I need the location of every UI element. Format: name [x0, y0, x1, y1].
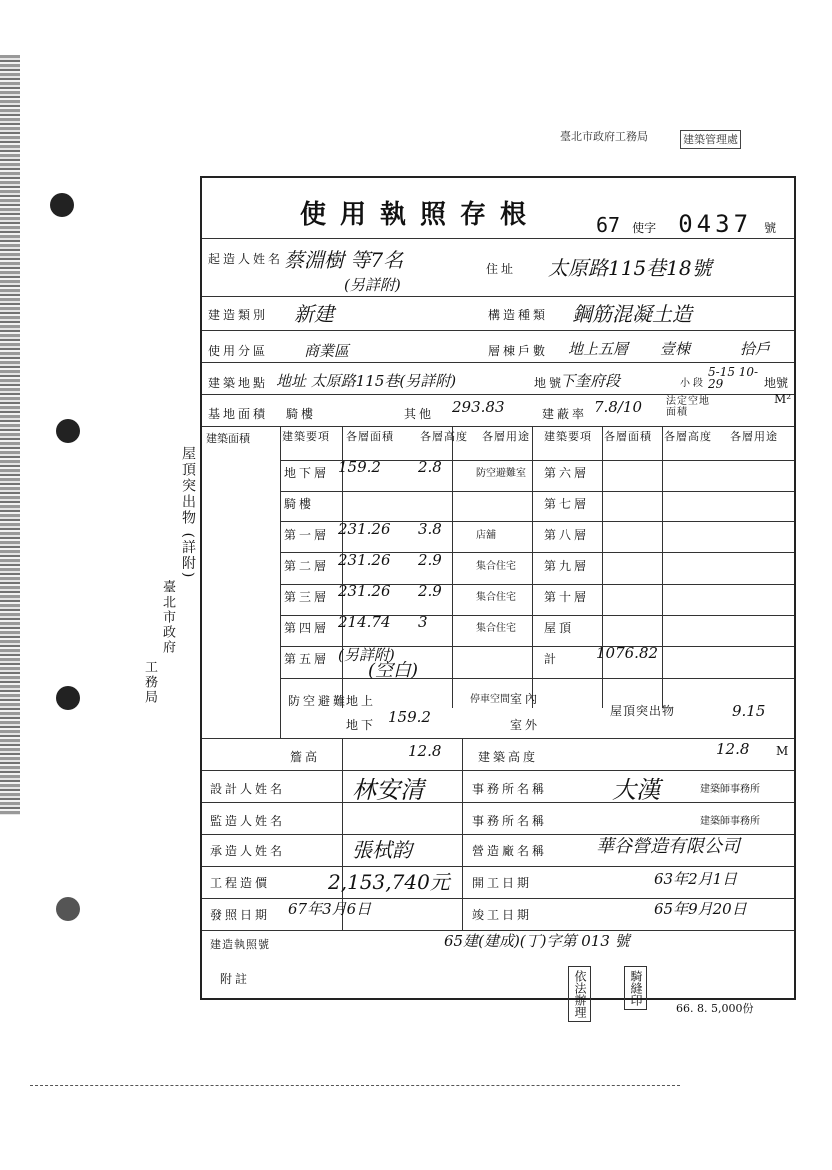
designer-firm-tail: 建築師事務所	[700, 784, 760, 795]
floor-name: 地下層	[284, 466, 330, 480]
issue-date-value: 67年3月6日	[288, 900, 372, 918]
floor-height: 2.8	[418, 458, 442, 476]
char-shi: 使	[632, 221, 645, 235]
completion-date-label: 竣工日期	[472, 908, 533, 922]
designer-value: 林安清	[352, 776, 424, 804]
supervisor-firm-tail: 建築師事務所	[700, 816, 760, 827]
coverage-label: 建蔽率	[542, 407, 588, 421]
designer-firm-label: 事務所名稱	[472, 782, 548, 796]
shelter-label: 防空避難	[288, 694, 349, 708]
floor-name-2: 屋頂	[544, 621, 575, 635]
address-label: 住址	[486, 262, 517, 276]
completion-date-value: 65年9月20日	[654, 900, 747, 918]
eave-height-label: 簷高	[290, 750, 321, 764]
floor-area: 231.26	[338, 520, 391, 538]
construction-permit-value: 65建(建成)(丁)字第 013 號	[444, 932, 630, 950]
owner-label: 起造人姓名	[208, 252, 284, 266]
floor-use: 集合住宅	[476, 592, 516, 603]
floor-height: 3	[418, 613, 428, 631]
contractor-value: 張栻韵	[352, 838, 412, 862]
remarks-label: 附註	[220, 972, 251, 986]
zoning-value: 商業區	[304, 342, 350, 360]
stamp-left-text: 臺北市政府工務局	[560, 130, 648, 143]
owner-value: 蔡淵樹 等7名	[284, 248, 404, 272]
floor-col-header: 各層用途	[482, 430, 530, 443]
char-hao: 號	[764, 221, 777, 235]
floor-area-2: 1076.82	[596, 644, 659, 662]
start-date-value: 63年2月1日	[654, 870, 738, 888]
floor-use: 防空避難室	[476, 468, 526, 479]
floor-col-header: 各層用途	[730, 430, 778, 443]
permit-serial	[596, 210, 776, 238]
floor-height: 2.9	[418, 551, 442, 569]
area-label: 基地面積	[208, 407, 269, 421]
start-date-label: 開工日期	[472, 876, 533, 890]
floor-name-2: 第八層	[544, 528, 590, 542]
print-note: 66. 8. 5,000份	[676, 1002, 754, 1015]
building-type-value: 新建	[294, 302, 334, 326]
lot-label: 地號	[534, 376, 565, 390]
other-area-value: 293.83	[452, 398, 505, 416]
floor-table-side-label: 建築面積	[206, 432, 250, 445]
floor-area: 231.26	[338, 582, 391, 600]
left-margin-note: 屋頂突出物 (詳附)	[180, 446, 196, 580]
designer-firm-value: 大漢	[612, 776, 660, 804]
serial-number: 0437	[678, 210, 753, 238]
floor-name: 第一層	[284, 528, 330, 542]
punch-hole	[56, 897, 80, 921]
address-value: 太原路115巷18號	[548, 256, 712, 280]
floor-col-header: 建築要項	[544, 430, 592, 443]
floor-name-2: 第七層	[544, 497, 590, 511]
floor-name-2: 第六層	[544, 466, 590, 480]
floor-name: 第二層	[284, 559, 330, 573]
site-value: 地址 太原路115巷(另詳附)	[276, 372, 457, 390]
lot-section: 下奎府段	[560, 372, 621, 390]
roof-structure-label: 屋頂突出物	[610, 704, 676, 718]
shelter-above-label: 地上	[346, 694, 377, 708]
coverage-value: 7.8/10	[594, 398, 642, 416]
punch-hole	[56, 419, 80, 443]
area-unit: M²	[774, 392, 792, 406]
floor-height: 3.8	[418, 520, 442, 538]
legal-open-space-label: 法定空地面積	[666, 396, 710, 418]
floor-col-header: 各層高度	[420, 430, 468, 443]
floor-area: 214.74	[338, 613, 391, 631]
roof-structure-value: 9.15	[732, 702, 766, 720]
floor-height: 2.9	[418, 582, 442, 600]
supervisor-firm-label: 事務所名稱	[472, 814, 548, 828]
floor-name-2: 計	[544, 652, 560, 666]
floor-area: 231.26	[338, 551, 391, 569]
small-section-label: 小段	[680, 378, 706, 389]
designer-label: 設計人姓名	[210, 782, 286, 796]
approval-stamp: 依法辦理	[568, 966, 591, 1022]
floor-name-2: 第十層	[544, 590, 590, 604]
site-label: 建築地點	[208, 376, 269, 390]
header-stamp	[560, 130, 780, 180]
contractor-firm-label: 營造廠名稱	[472, 844, 548, 858]
buildings-value: 壹棟	[660, 340, 691, 358]
punch-hole	[56, 686, 80, 710]
building-type-label: 建造類別	[208, 308, 269, 322]
page-title: 使用執照存根	[300, 200, 541, 230]
parking-label: 停車空間	[470, 694, 510, 705]
supervisor-label: 監造人姓名	[210, 814, 286, 828]
floor-name: 第三層	[284, 590, 330, 604]
seal-stamp: 騎縫印	[624, 966, 647, 1010]
arcade-label: 騎樓	[286, 407, 317, 421]
floor-area: (另詳附)	[338, 646, 395, 664]
floors-value: 地上五層	[568, 340, 629, 358]
year-prefix: 67	[596, 213, 621, 237]
shelter-below-value: 159.2	[388, 708, 431, 726]
building-height-label: 建築高度	[478, 750, 539, 764]
left-margin-note-3: 工務局	[142, 660, 157, 705]
contractor-firm-value: 華谷營造有限公司	[596, 836, 740, 857]
construction-permit-label: 建造執照號	[210, 938, 270, 951]
floor-use: 集合住宅	[476, 561, 516, 572]
cost-value: 2,153,740元	[328, 870, 450, 894]
floor-col-header: 各層高度	[664, 430, 712, 443]
lot-numbers: 5-15 10-29	[708, 365, 759, 391]
floor-name: 第五層	[284, 652, 330, 666]
cost-label: 工程造價	[210, 876, 271, 890]
lot-tail: 地號	[764, 376, 789, 390]
structure-value: 鋼筋混凝土造	[572, 302, 692, 326]
other-area-label: 其他	[404, 407, 435, 421]
height-unit: M	[776, 744, 789, 758]
zoning-label: 使用分區	[208, 344, 269, 358]
floor-use: 店舖	[476, 530, 496, 541]
floor-area: 159.2	[338, 458, 381, 476]
punch-hole	[50, 193, 74, 217]
contractor-label: 承造人姓名	[210, 844, 286, 858]
char-zi: 字	[644, 221, 657, 235]
floor-annotation: (空白)	[368, 660, 419, 681]
floor-name: 第四層	[284, 621, 330, 635]
bottom-rule	[30, 1085, 680, 1086]
floor-name-2: 第九層	[544, 559, 590, 573]
floor-col-header: 各層面積	[604, 430, 652, 443]
issue-date-label: 發照日期	[210, 908, 271, 922]
building-height-value: 12.8	[716, 740, 750, 758]
left-margin-note-2: 臺北市政府	[160, 580, 175, 655]
floor-col-header: 建築要項	[282, 430, 330, 443]
floor-use: 集合住宅	[476, 623, 516, 634]
floors-label: 層棟戶數	[488, 344, 549, 358]
parking-indoor-label: 室內	[510, 692, 541, 706]
stamp-right-text: 建築管理處	[680, 130, 741, 149]
owner-note: (另詳附)	[344, 276, 401, 294]
parking-outdoor-label: 室外	[510, 718, 541, 732]
households-value: 拾戶	[740, 340, 771, 358]
floor-col-header: 各層面積	[346, 430, 394, 443]
eave-height-value: 12.8	[408, 742, 442, 760]
binder-strip	[0, 55, 20, 815]
structure-label: 構造種類	[488, 308, 549, 322]
floor-name: 騎樓	[284, 497, 315, 511]
shelter-below-label: 地下	[346, 718, 377, 732]
